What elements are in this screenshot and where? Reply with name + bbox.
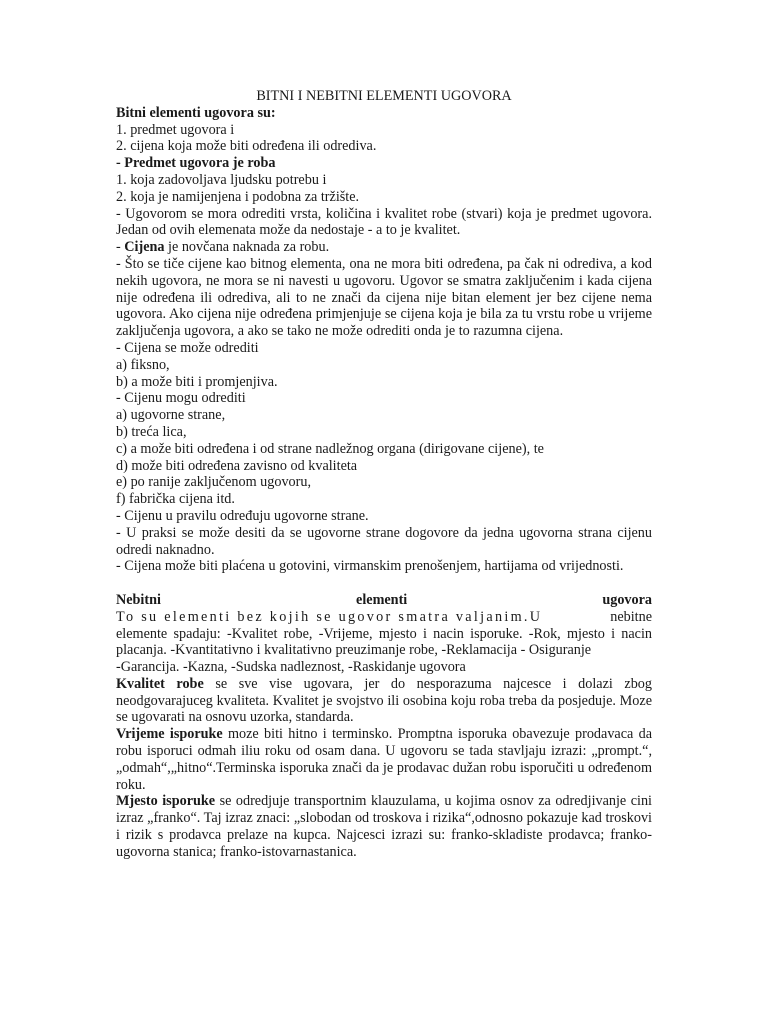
paragraph-vrijeme: [116, 726, 652, 793]
nebitni-definition-text: To su elementi bez kojih se ugovor smatra valjanim.U: [116, 608, 543, 625]
section-heading-bitni: Bitni elementi ugovora su:: [116, 104, 276, 121]
dash-prefix: -: [116, 239, 125, 256]
kvalitet-label: Kvalitet robe: [116, 675, 204, 692]
text-line: - Cijenu u pravilu određuju ugovorne strane.: [116, 507, 369, 524]
text-line: 2. koja je namijenjena i podobna za tržište.: [116, 188, 360, 205]
mjesto-text: se odredjuje transportnim klauzulama, u kojima osnov za odredjivanje cini izraz „franko“. Taj izraz znaci: „slobodan od troskova i rizika“,odnosno pokazuje kad troskovi i rizik s prodavca prelaze na kupca. Najcesci izrazi su: franko-skladiste prodavca; franko-ugovorna stanica; franko-istovarnastanica.: [116, 793, 652, 860]
document-title: BITNI I NEBITNI ELEMENTI UGOVORA: [256, 88, 512, 104]
cijena-definition: [116, 239, 652, 256]
mjesto-label: Mjesto isporuke: [116, 793, 216, 810]
paragraph-placanje: - Cijena može biti plaćena u gotovini, virmanskim prenošenjem, hartijama od vrijednosti.: [116, 558, 624, 575]
list-item: f) fabrička cijena itd.: [116, 491, 235, 508]
list-item: e) po ranije zaključenom ugovoru,: [116, 474, 312, 491]
nebitni-definition: [116, 609, 652, 626]
text-line: 2. cijena koja može biti određena ili odrediva.: [116, 138, 377, 155]
vrijeme-text: moze biti hitno i terminsko. Promptna isporuka obavezuje prodavaca da robu isporuci odmah iliu roku od osam dana. U ugovoru se tada stavljaju izrazi: „prompt.“, „odmah“,„hitno“.Terminska isporuka znači da je prodavac dužan robu isporučiti u određenom roku.: [116, 726, 652, 793]
heading-word: Nebitni: [116, 591, 161, 608]
section-heading-nebitni: [116, 592, 652, 609]
paragraph-cijena: - Što se tiče cijene kao bitnog elementa, ona ne mora biti određena, pa čak ni odrediva, a kod nekih ugovora, ne mora se ni navesti u ugovoru. Ugovor se smatra zaključenim i kada cijena nije određena ili odrediva, ali to ne znači da cijena nije bitan element jer bez cijene nema ugovora. Ako cijena nije određena primjenjuje se cijena koja je bila za tu vrstu robe u vrijeme zaključenja ugovora, a ako se tako ne može odrediti onda je to razumna cijena.: [116, 255, 652, 340]
paragraph-mjesto: [116, 793, 652, 860]
blank-line: [116, 575, 652, 592]
cijena-label: Cijena: [124, 239, 165, 256]
list-item: a) fiksno,: [116, 356, 170, 373]
list-item: a) ugovorne strane,: [116, 407, 226, 424]
list-item: d) može biti određena zavisno od kvaliteta: [116, 457, 358, 474]
list-item: b) treća lica,: [116, 423, 187, 440]
text-line: 1. koja zadovoljava ljudsku potrebu i: [116, 171, 327, 188]
nebitni-definition-tail: nebitne: [610, 608, 652, 625]
list-item: c) a može biti određena i od strane nadležnog organa (dirigovane cijene), te: [116, 440, 544, 457]
paragraph-vrsta: - Ugovorom se mora odrediti vrsta, količina i kvalitet robe (stvari) koja je predmet ugovora. Jedan od ovih elemenata može da nedostaje - a to je kvalitet.: [116, 205, 652, 239]
text-line: - Cijena se može odrediti: [116, 339, 259, 356]
subheading-predmet: - Predmet ugovora je roba: [116, 155, 276, 172]
document-body: [116, 88, 652, 861]
text-line: 1. predmet ugovora i: [116, 121, 235, 138]
cijena-text: je novčana naknada za robu.: [164, 239, 330, 256]
kvalitet-text: se sve vise ugovara, jer do nesporazuma najcesce i dolazi zbog neodgovarajuceg kvaliteta. Kvalitet je svojstvo ili osobina koju roba treba da posjeduje. Moze se ugovarati na osnovu uzorka, standarda.: [116, 675, 652, 726]
paragraph-nebitni-list: elemente spadaju: -Kvalitet robe, -Vrijeme, mjesto i nacin isporuke. -Rok, mjesto i nacin placanja. -Kvantitativno i kvalitativno preuzimanje robe, -Reklamacija - Osiguranje: [116, 625, 652, 659]
text-line: - Cijenu mogu odrediti: [116, 390, 246, 407]
heading-word: ugovora: [602, 591, 652, 608]
text-line: -Garancija. -Kazna, -Sudska nadleznost, -Raskidanje ugovora: [116, 659, 466, 676]
heading-word: elementi: [356, 591, 408, 608]
paragraph-praksa: - U praksi se može desiti da se ugovorne strane dogovore da jedna ugovorna strana cijenu odredi naknadno.: [116, 524, 652, 558]
vrijeme-label: Vrijeme isporuke: [116, 726, 223, 743]
paragraph-kvalitet: [116, 676, 652, 726]
list-item: b) a može biti i promjenjiva.: [116, 373, 278, 390]
